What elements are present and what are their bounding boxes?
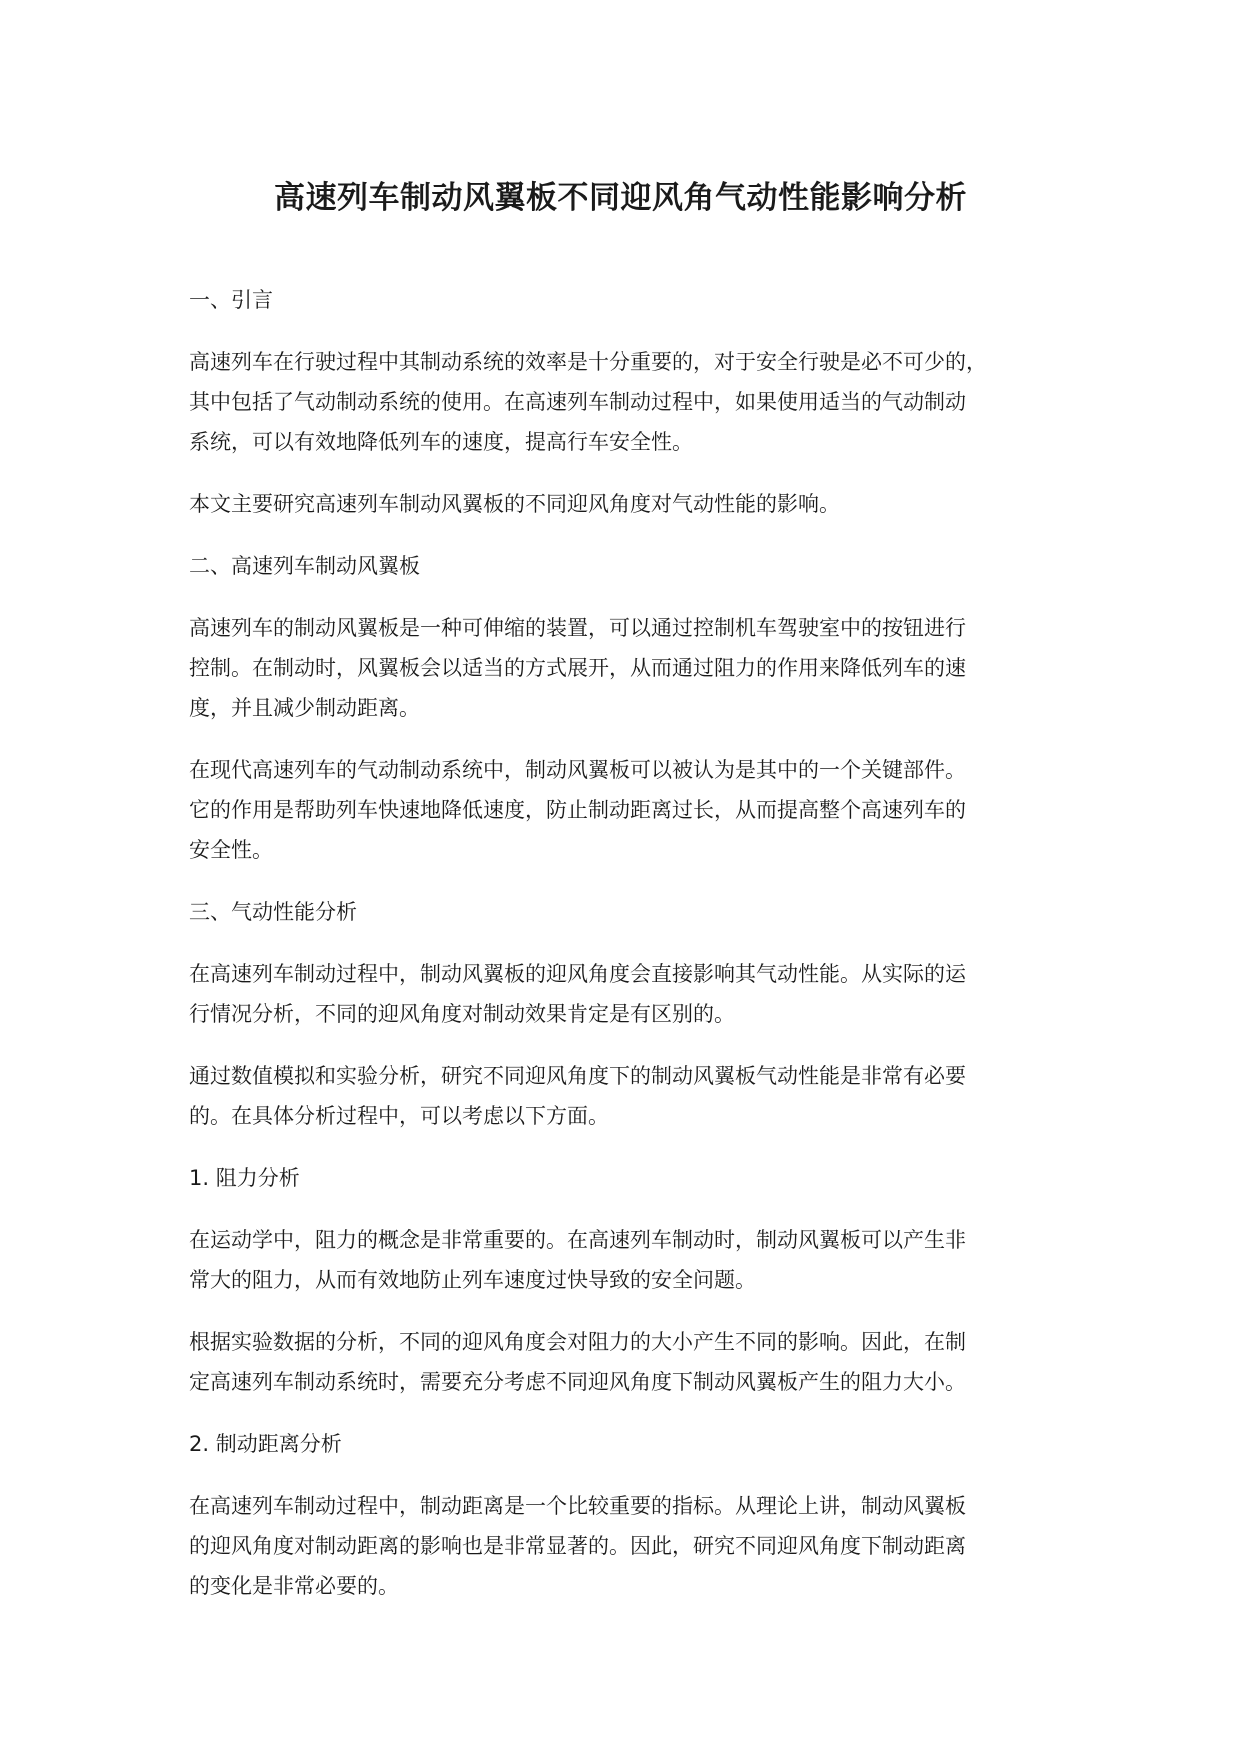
paragraph-line: 在现代高速列车的气动制动系统中，制动风翼板可以被认为是其中的一个关键部件。: [189, 758, 966, 782]
section-heading: 二、高速列车制动风翼板: [189, 554, 420, 578]
paragraph: [189, 342, 1069, 462]
paragraph-line: 的变化是非常必要的。: [189, 1574, 399, 1598]
paragraph-line: 的。在具体分析过程中，可以考虑以下方面。: [189, 1104, 609, 1128]
paragraph: [189, 484, 1069, 524]
paragraph-line: 高速列车的制动风翼板是一种可伸缩的装置，可以通过控制机车驾驶室中的按钮进行: [189, 616, 966, 640]
paragraph: [189, 1322, 1069, 1402]
paragraph-line: 控制。在制动时，风翼板会以适当的方式展开，从而通过阻力的作用来降低列车的速: [189, 656, 966, 680]
paragraph: [189, 1486, 1069, 1606]
paragraph: [189, 954, 1069, 1034]
document-title: 高速列车制动风翼板不同迎风角气动性能影响分析: [274, 180, 967, 216]
paragraph-line: 定高速列车制动系统时，需要充分考虑不同迎风角度下制动风翼板产生的阻力大小。: [189, 1370, 966, 1394]
paragraph-line: 它的作用是帮助列车快速地降低速度，防止制动距离过长，从而提高整个高速列车的: [189, 798, 966, 822]
paragraph-line: 高速列车在行驶过程中其制动系统的效率是十分重要的，对于安全行驶是必不可少的，: [189, 350, 987, 374]
paragraph-line: 通过数值模拟和实验分析，研究不同迎风角度下的制动风翼板气动性能是非常有必要: [189, 1064, 966, 1088]
paragraph-line: 根据实验数据的分析，不同的迎风角度会对阻力的大小产生不同的影响。因此，在制: [189, 1330, 966, 1354]
paragraph-line: 在高速列车制动过程中，制动距离是一个比较重要的指标。从理论上讲，制动风翼板: [189, 1494, 966, 1518]
paragraph-line: 的迎风角度对制动距离的影响也是非常显著的。因此，研究不同迎风角度下制动距离: [189, 1534, 966, 1558]
section-heading: 2. 制动距离分析: [189, 1432, 342, 1456]
paragraph: [189, 1056, 1069, 1136]
paragraph: [189, 608, 1069, 728]
paragraph-line: 系统，可以有效地降低列车的速度，提高行车安全性。: [189, 430, 693, 454]
paragraph: [189, 750, 1069, 870]
document-body: [189, 280, 1069, 1628]
section-heading: 三、气动性能分析: [189, 900, 357, 924]
paragraph-line: 在高速列车制动过程中，制动风翼板的迎风角度会直接影响其气动性能。从实际的运: [189, 962, 966, 986]
paragraph-line: 本文主要研究高速列车制动风翼板的不同迎风角度对气动性能的影响。: [189, 492, 840, 516]
paragraph: [189, 1220, 1069, 1300]
section-heading: 1. 阻力分析: [189, 1166, 300, 1190]
section-heading: 一、引言: [189, 288, 273, 312]
paragraph-line: 常大的阻力，从而有效地防止列车速度过快导致的安全问题。: [189, 1268, 756, 1292]
paragraph-line: 其中包括了气动制动系统的使用。在高速列车制动过程中，如果使用适当的气动制动: [189, 390, 966, 414]
paragraph-line: 行情况分析，不同的迎风角度对制动效果肯定是有区别的。: [189, 1002, 735, 1026]
paragraph-line: 在运动学中，阻力的概念是非常重要的。在高速列车制动时，制动风翼板可以产生非: [189, 1228, 966, 1252]
paragraph-line: 度，并且减少制动距离。: [189, 696, 420, 720]
paragraph-line: 安全性。: [189, 838, 273, 862]
